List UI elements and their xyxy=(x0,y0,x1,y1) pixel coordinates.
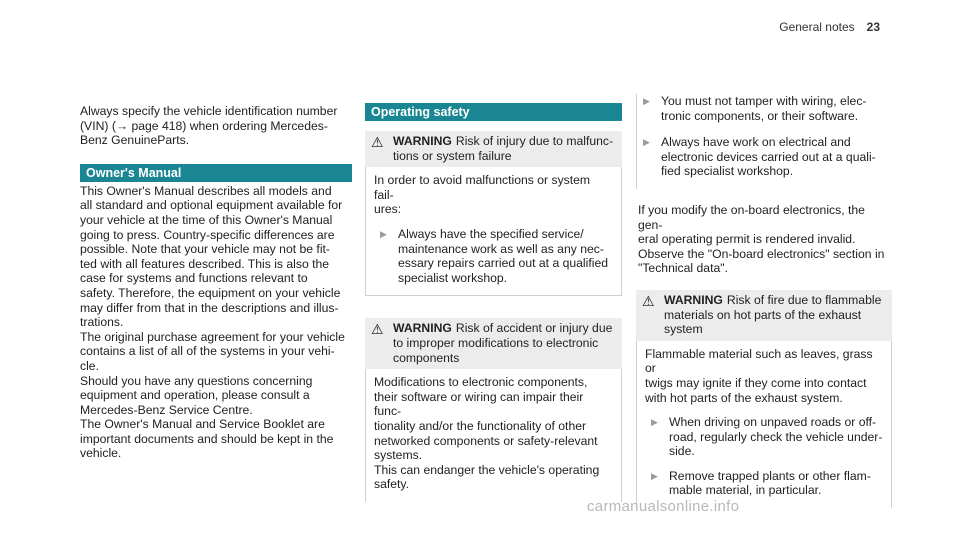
continued-warning-bullets xyxy=(636,94,892,189)
warning-body: Modifications to electronic components, their software or wiring can impair their func- tionality and/or the functionality of other networked components or safety-relevant systems. This can endanger the vehicle's operating safety. xyxy=(365,369,622,502)
bullet-item: ▶ Remove trapped plants or other flam- mable material, in particular. xyxy=(645,469,883,498)
bullet-arrow-icon: ▶ xyxy=(643,137,650,148)
bullet-item: ▶ Always have work on electrical and electronic devices carried out at a quali- fied specialist workshop. xyxy=(637,135,892,179)
operating-safety-heading: Operating safety xyxy=(365,103,622,121)
bullet-arrow-icon: ▶ xyxy=(380,228,387,239)
observe-paragraph: Observe the "On-board electronics" section in "Technical data". xyxy=(638,246,885,276)
warning-label: WARNING xyxy=(393,321,452,336)
bullet-item: ▶ You must not tamper with wiring, elec- tronic components, or their software. xyxy=(637,94,892,123)
warning-triangle-icon: ⚠ xyxy=(371,321,384,338)
questions-paragraph: Should you have any questions concerning equipment and operation, please consult a Mercedes-Benz Service Centre. xyxy=(80,373,313,417)
warning-body: Flammable material such as leaves, grass or twigs may ignite if they come into contact with hot parts of the exhaust system. ▶ When driving on unpaved roads or off- road, regularly check the vehicle under- side. ▶ Remove trapped plants or other flam- mable material, in particular. xyxy=(636,341,892,508)
warning-modifications xyxy=(365,318,622,502)
manual-description-paragraph: This Owner's Manual describes all models and all standard and optional equipment available for your vehicle at the time of this Owner's Manual going to press. Country-specific differences are possible. Note that your vehicle may not be fit- ted with all features described. This is also the case for systems and functions relevant to safety. Therefore, the equipment on your vehicle may differ from that in the descriptions and illus- trations. xyxy=(80,183,343,330)
column-2 xyxy=(365,0,622,502)
warning-malfunction xyxy=(365,131,622,296)
warning-header: ⚠ WARNING Risk of injury due to malfunc- tions or system failure xyxy=(365,131,622,167)
owners-manual-heading: Owner's Manual xyxy=(80,164,352,182)
bullet-arrow-icon: ▶ xyxy=(651,417,658,428)
warning-label: WARNING xyxy=(664,292,723,307)
documents-paragraph: The Owner's Manual and Service Booklet are important documents and should be kept in the vehicle. xyxy=(80,417,334,461)
bullet-arrow-icon: ▶ xyxy=(643,96,650,106)
bullet-arrow-icon: ▶ xyxy=(651,470,658,481)
warning-body: In order to avoid malfunctions or system fail- ures: ▶ Always have the specified service/ maintenance work as well as any nec- essary repairs carried out at a qualified specialist workshop. xyxy=(365,167,622,296)
warning-fire xyxy=(636,290,892,508)
warning-header: ⚠ WARNING Risk of accident or injury due to improper modifications to electronic components xyxy=(365,318,622,369)
column-3 xyxy=(636,0,892,508)
section-name: General notes xyxy=(779,20,855,34)
watermark: carmanualsonline.info xyxy=(587,498,740,515)
page-number: 23 xyxy=(866,20,880,34)
column-1 xyxy=(80,0,352,461)
warning-header: ⚠ WARNING Risk of fire due to flammable materials on hot parts of the exhaust system xyxy=(636,290,892,341)
bullet-item: ▶ Always have the specified service/ maintenance work as well as any nec- essary repairs carried out at a qualified specialist workshop. xyxy=(374,227,613,285)
warning-triangle-icon: ⚠ xyxy=(371,134,384,150)
onboard-electronics-paragraph: If you modify the on-board electronics, the gen- eral operating permit is rendered invalid. xyxy=(638,202,865,247)
vin-paragraph: Always specify the vehicle identification number (VIN) (→ page 418) when ordering Mercedes- Benz GenuineParts. xyxy=(80,104,338,148)
warning-triangle-icon: ⚠ xyxy=(642,292,655,309)
warning-label: WARNING xyxy=(393,134,452,148)
purchase-agreement-paragraph: The original purchase agreement for your vehicle contains a list of all of the systems in your vehi- cle. xyxy=(80,329,345,373)
bullet-item: ▶ When driving on unpaved roads or off- road, regularly check the vehicle under- side. xyxy=(645,415,883,459)
